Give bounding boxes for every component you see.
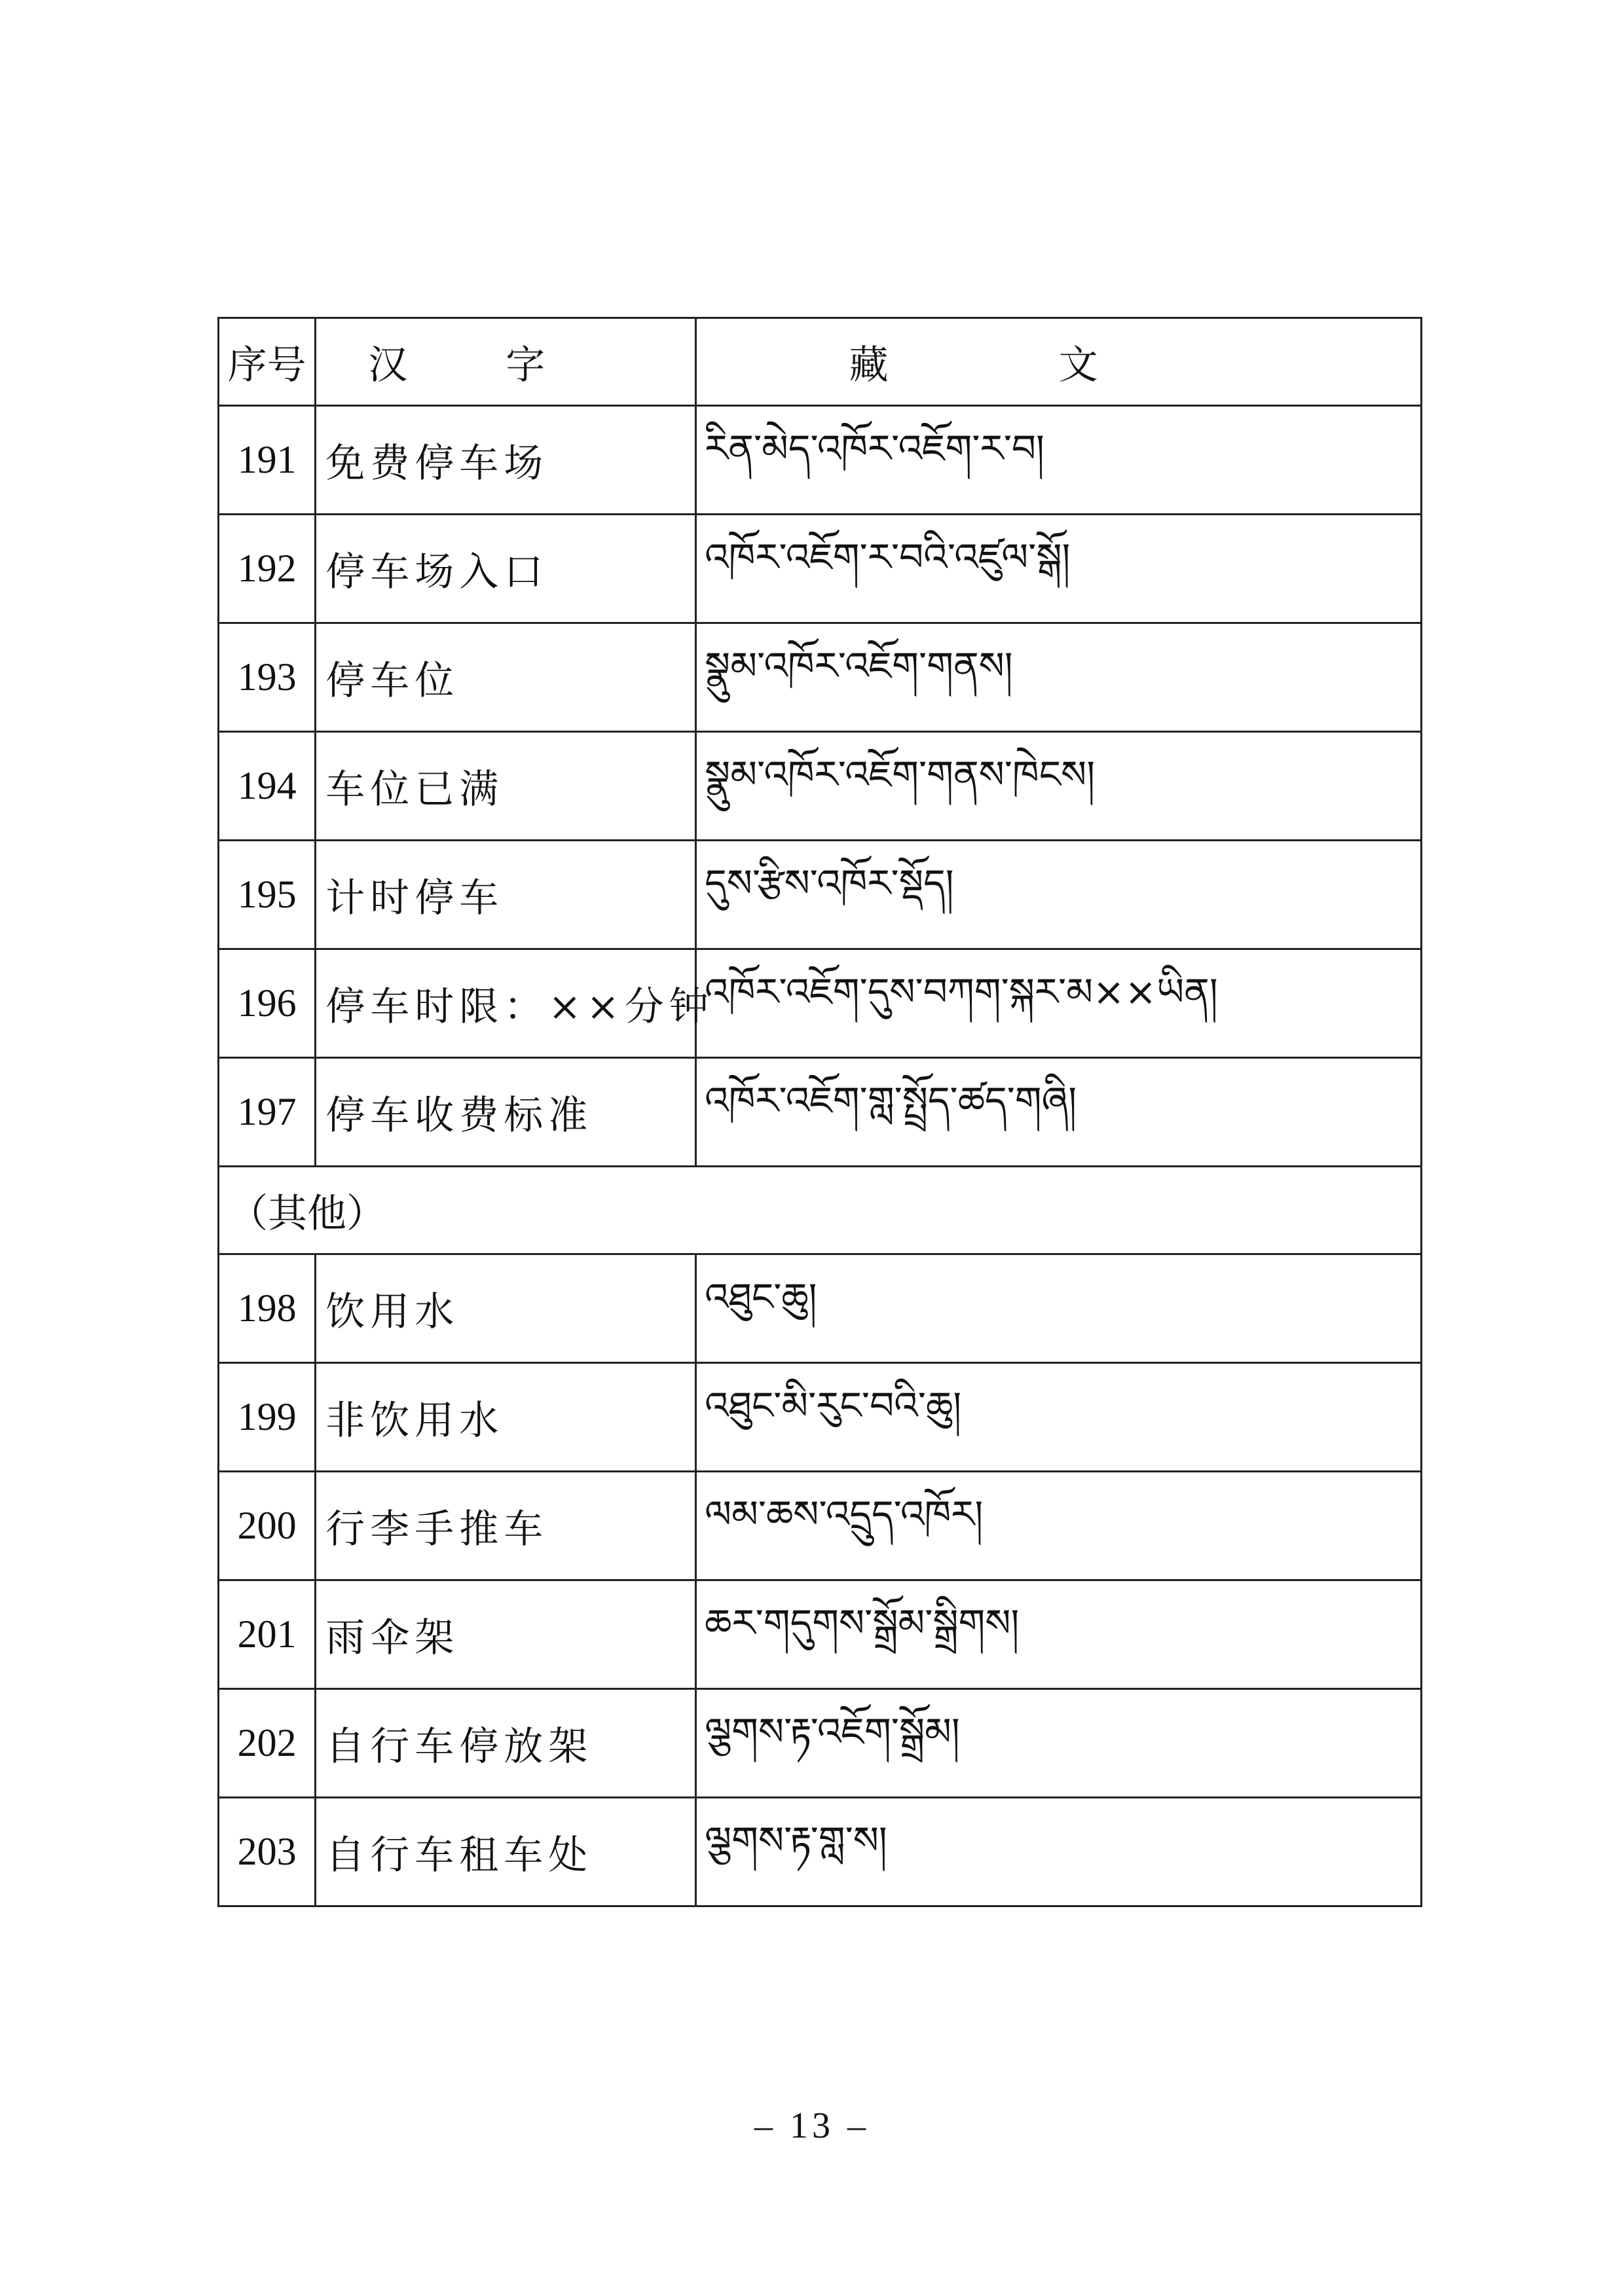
chinese-term: 自行车租车处 xyxy=(316,1798,696,1906)
tibetan-term: ལྕགས་རྟ་འཇོག་སྒྲོམ། xyxy=(696,1689,1422,1798)
chinese-term: 车位已满 xyxy=(316,732,696,841)
row-number: 202 xyxy=(219,1689,316,1798)
table-row xyxy=(219,1472,1422,1580)
tibetan-term: འཁོར་འཇོག་གླ་སྤྲོད་ཚད་གཞི། xyxy=(696,1058,1422,1167)
table-row xyxy=(219,1689,1422,1798)
header-chinese: 汉字 xyxy=(316,318,696,406)
table-row xyxy=(219,1058,1422,1167)
chinese-term: 停车位 xyxy=(316,623,696,732)
table-row xyxy=(219,515,1422,623)
chinese-term: 自行车停放架 xyxy=(316,1689,696,1798)
chinese-term: 非饮用水 xyxy=(316,1363,696,1472)
row-number: 195 xyxy=(219,841,316,949)
table-header-row xyxy=(219,318,1422,406)
row-number: 191 xyxy=(219,406,316,515)
row-number: 193 xyxy=(219,623,316,732)
table-row xyxy=(219,732,1422,841)
table-row xyxy=(219,406,1422,515)
row-number: 201 xyxy=(219,1580,316,1689)
page-number: – 13 – xyxy=(754,2105,870,2146)
chinese-term: 免费停车场 xyxy=(316,406,696,515)
tibetan-term: འཁོར་འཇོག་ར་བའི་འཛུལ་སྒོ། xyxy=(696,515,1422,623)
row-number: 197 xyxy=(219,1058,316,1167)
header-tibetan: 藏文 xyxy=(696,318,1422,406)
glossary-table xyxy=(217,317,1422,1907)
section-heading: （其他） xyxy=(219,1167,1422,1254)
row-number: 199 xyxy=(219,1363,316,1472)
header-number: 序号 xyxy=(219,318,316,406)
tibetan-term: ཆར་གདུགས་སྒྲོམ་སྒྲིགས། xyxy=(696,1580,1422,1689)
tibetan-term: རིན་མེད་འཁོར་འཇོག་ར་བ། xyxy=(696,406,1422,515)
tibetan-term: འཐུང་མི་རུང་བའི་ཆུ། xyxy=(696,1363,1422,1472)
section-row xyxy=(219,1167,1422,1254)
tibetan-term: ལམ་ཆས་འདྲུད་འཁོར། xyxy=(696,1472,1422,1580)
tibetan-term: སྣུམ་འཁོར་འཇོག་གནས་ཁེངས། xyxy=(696,732,1422,841)
tibetan-term: དུས་རྩིས་འཁོར་སྡོད། xyxy=(696,841,1422,949)
row-number: 196 xyxy=(219,949,316,1058)
table-row xyxy=(219,1254,1422,1363)
row-number: 198 xyxy=(219,1254,316,1363)
chinese-term: 停车场入口 xyxy=(316,515,696,623)
tibetan-term: འཁོར་འཇོག་དུས་བཀག་སྐར་མ××ཡིན། xyxy=(696,949,1422,1058)
table-row xyxy=(219,1798,1422,1906)
row-number: 203 xyxy=(219,1798,316,1906)
tibetan-term: ལྕགས་རྟ་གླ་ས། xyxy=(696,1798,1422,1906)
chinese-term: 饮用水 xyxy=(316,1254,696,1363)
chinese-term: 雨伞架 xyxy=(316,1580,696,1689)
tibetan-term: འཐུང་ཆུ། xyxy=(696,1254,1422,1363)
table-row xyxy=(219,841,1422,949)
chinese-term: 停车收费标准 xyxy=(316,1058,696,1167)
row-number: 192 xyxy=(219,515,316,623)
table-row xyxy=(219,1363,1422,1472)
tibetan-term: སྣུམ་འཁོར་འཇོག་གནས། xyxy=(696,623,1422,732)
table-row xyxy=(219,623,1422,732)
chinese-term: 停车时限：××分钟 xyxy=(316,949,696,1058)
table-row xyxy=(219,949,1422,1058)
table-row xyxy=(219,1580,1422,1689)
chinese-term: 计时停车 xyxy=(316,841,696,949)
chinese-term: 行李手推车 xyxy=(316,1472,696,1580)
row-number: 194 xyxy=(219,732,316,841)
row-number: 200 xyxy=(219,1472,316,1580)
